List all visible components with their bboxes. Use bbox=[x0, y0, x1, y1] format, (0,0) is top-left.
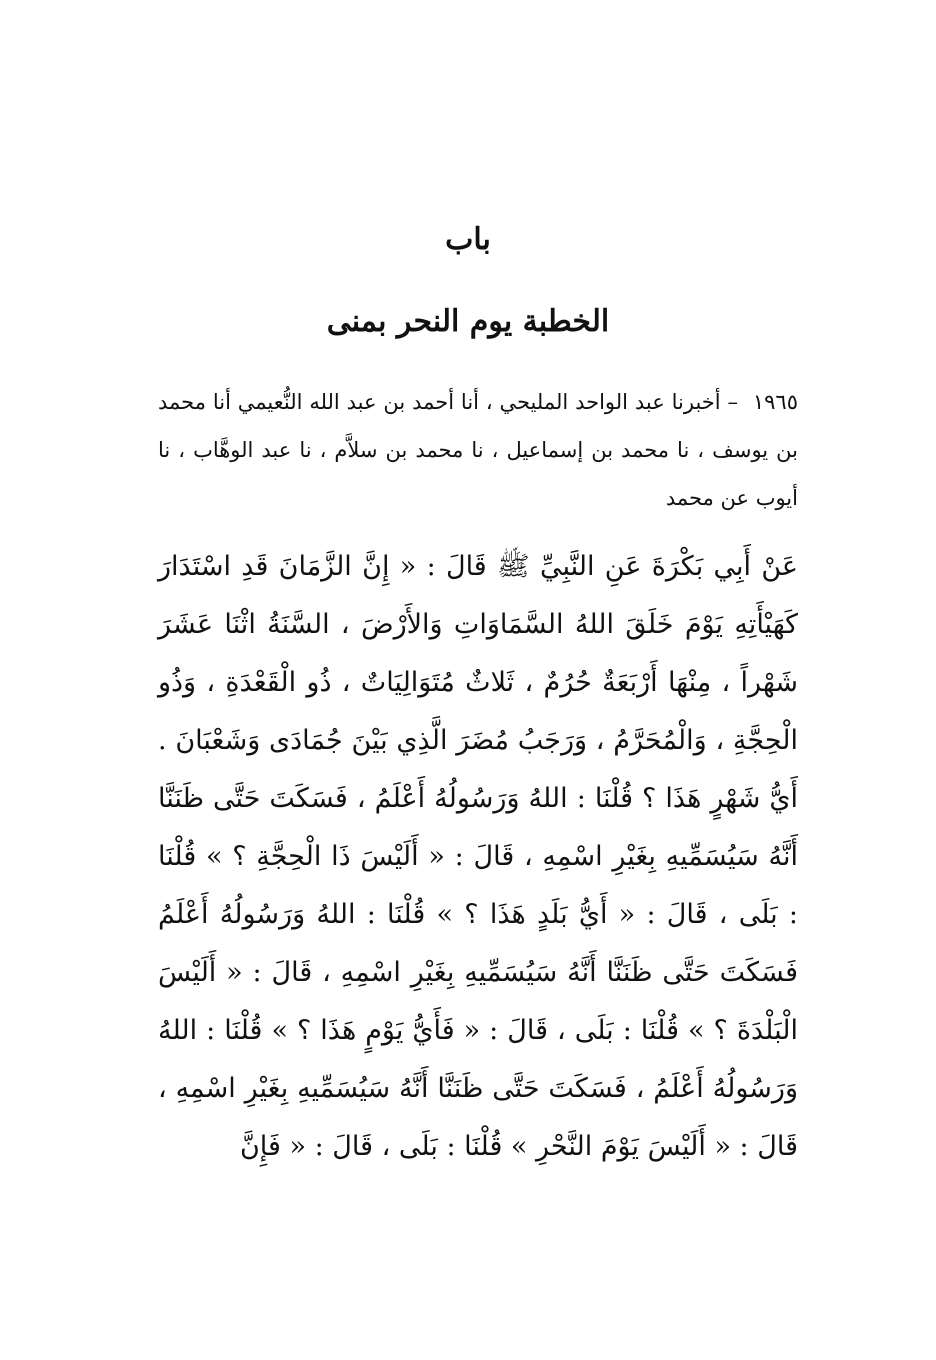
hadith-number: ١٩٦٥ bbox=[752, 390, 798, 414]
hadith-matn: عَنْ أَبِي بَكْرَةَ عَنِ النَّبِيِّ ﷺ قَالَ : « إِنَّ الزَّمَانَ قَدِ اسْتَدَارَ كَهَيْأَتِهِ يَوْمَ خَلَقَ اللهُ السَّمَاوَاتِ وَالأَرْضَ ، السَّنَةُ اثْنَا عَشَرَ شَهْراً ، مِنْهَا أَرْبَعَةٌ حُرُمٌ ، ثَلاثٌ مُتَوَالِيَاتٌ ، ذُو الْقَعْدَةِ ، وَذُو الْحِجَّةِ ، وَالْمُحَرَّمُ ، وَرَجَبُ مُضَرَ الَّذِي بَيْنَ جُمَادَى وَشَعْبَانَ . أَيُّ شَهْرٍ هَذَا ؟ قُلْنَا : اللهُ وَرَسُولُهُ أَعْلَمُ ، فَسَكَتَ حَتَّى ظَنَنَّا أَنَّهُ سَيُسَمِّيهِ بِغَيْرِ اسْمِهِ ، قَالَ : « أَلَيْسَ ذَا الْحِجَّةِ ؟ » قُلْنَا : بَلَى ، قَالَ : « أَيُّ بَلَدٍ هَذَا ؟ » قُلْنَا : اللهُ وَرَسُولُهُ أَعْلَمُ فَسَكَتَ حَتَّى ظَنَنَّا أَنَّهُ سَيُسَمِّيهِ بِغَيْرِ اسْمِهِ ، قَالَ : « أَلَيْسَ الْبَلْدَةَ ؟ » قُلْنَا : بَلَى ، قَالَ : « فَأَيُّ يَوْمٍ هَذَا ؟ » قُلْنَا : اللهُ وَرَسُولُهُ أَعْلَمُ ، فَسَكَتَ حَتَّى ظَنَنَّا أَنَّهُ سَيُسَمِّيهِ بِغَيْرِ اسْمِهِ ، قَالَ : « أَلَيْسَ يَوْمَ النَّحْرِ » قُلْنَا : بَلَى ، قَالَ : « فَإِنَّ bbox=[158, 551, 798, 1162]
chapter-title: الخطبة يوم النحر بمنى bbox=[326, 304, 610, 339]
section-heading: باب bbox=[445, 222, 491, 257]
hadith-isnad bbox=[158, 378, 798, 522]
isnad-text: أخبرنا عبد الواحد المليحي ، أنا أحمد بن عبد الله النُّعيمي أنا محمد بن يوسف ، نا محمد بن إسماعيل ، نا محمد بن سلاَّم ، نا عبد الوهَّاب ، نا أيوب عن محمد bbox=[158, 390, 798, 510]
hadith-dash: – bbox=[727, 390, 738, 414]
